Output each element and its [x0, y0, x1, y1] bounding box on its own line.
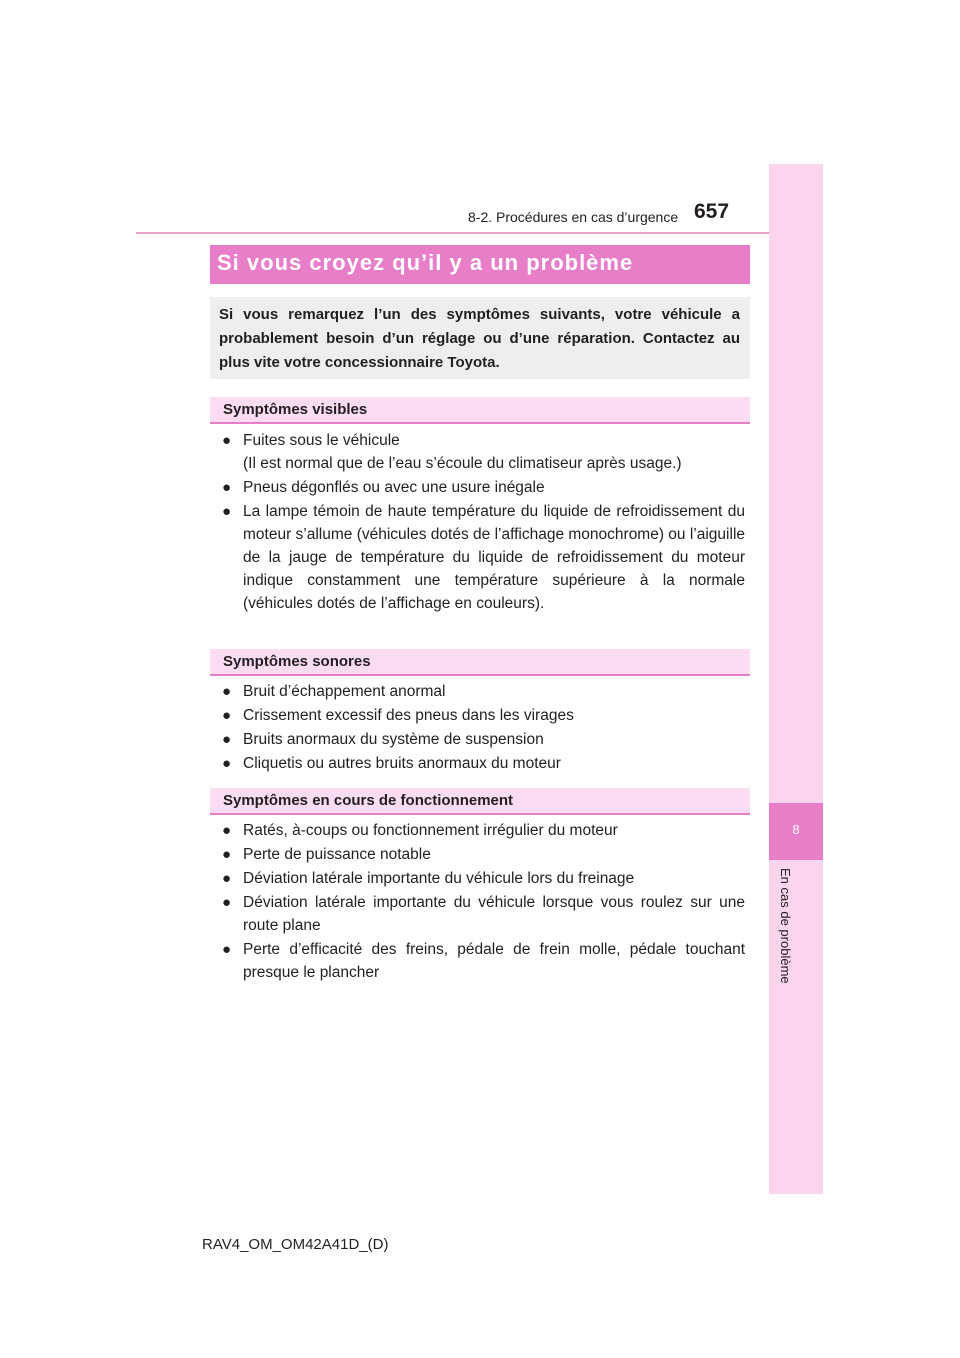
bullet-icon: ● [222, 731, 232, 748]
page-number: 657 [694, 200, 730, 223]
section-title-visible: Symptômes visibles [223, 401, 368, 418]
intro-text: Si vous remarquez l’un des symptômes suivants, votre véhicule a probablement besoin d’un réglage ou d’une réparation. Contactez au plus vite votre concessionnaire Toyota. [219, 306, 740, 371]
header-rule [136, 232, 823, 234]
bullet-icon: ● [222, 683, 232, 700]
section-title-operation: Symptômes en cours de fonctionnement [223, 792, 514, 809]
bullet-icon: ● [222, 755, 232, 772]
bullet-icon: ● [222, 870, 232, 887]
page-title: Si vous croyez qu’il y a un problème [217, 250, 634, 275]
bullet-icon: ● [222, 846, 232, 863]
bullet-icon: ● [222, 941, 232, 958]
bullet-icon: ● [222, 432, 232, 449]
bullet-icon: ● [222, 822, 232, 839]
bullet-icon: ● [222, 479, 232, 496]
bullet-icon: ● [222, 894, 232, 911]
chapter-side-tab [769, 164, 823, 1194]
bullet-icon: ● [222, 707, 232, 724]
document-code: RAV4_OM_OM42A41D_(D) [202, 1236, 389, 1253]
section-label: 8-2. Procédures en cas d’urgence [468, 209, 679, 225]
bullet-icon: ● [222, 503, 232, 520]
section-title-sound: Symptômes sonores [223, 653, 371, 670]
chapter-number: 8 [792, 822, 800, 837]
chapter-title: En cas de problème [778, 868, 793, 984]
